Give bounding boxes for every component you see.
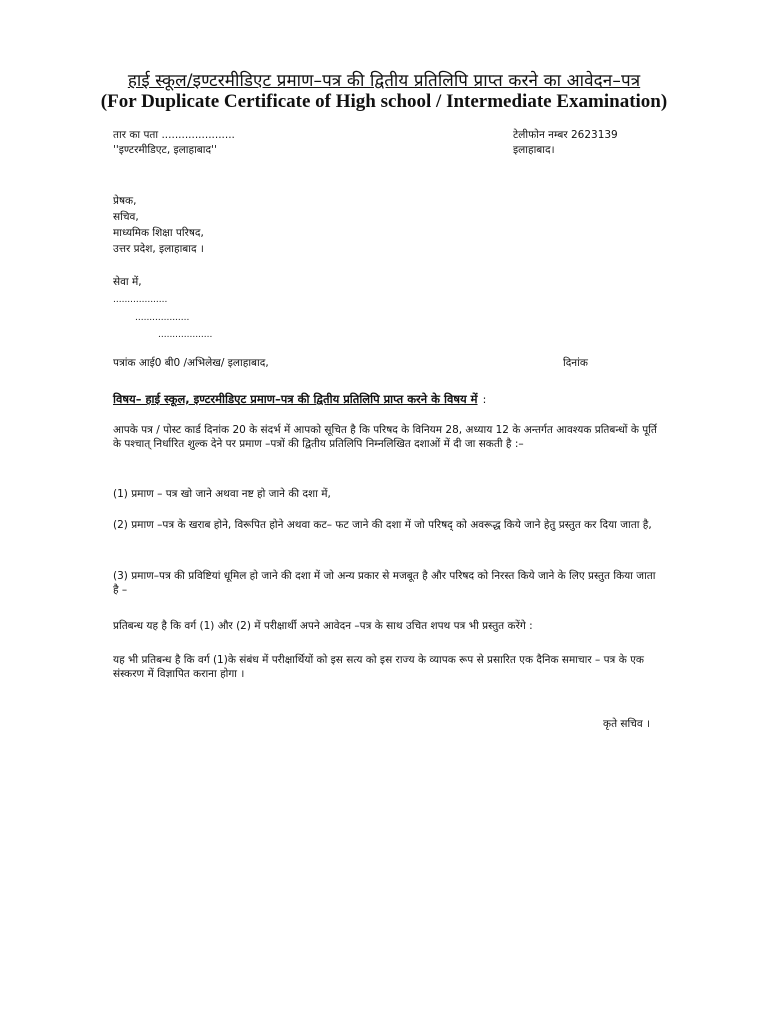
intro-paragraph: आपके पत्र / पोस्ट कार्ड दिनांक 20 के संदर्भ में आपको सूचित है कि परिषद के विनियम 28, अध्याय 12 के अन्तर्गत आवश्यक प्रतिबन्धों के पूर्ति के पश्चात् निर्धारित शुल्क देने पर प्रमाण –पत्रों की द्वितीय प्रतिलिपि निम्नलिखित दशाओं में दी जा सकती है :–: [113, 424, 657, 450]
office-city: इलाहाबाद।: [513, 144, 555, 156]
document-title-english: (For Duplicate Certificate of High school / Intermediate Examination): [100, 91, 668, 112]
date-label: दिनांक: [563, 357, 588, 369]
telephone-number: टेलीफोन नम्बर 2623139: [513, 129, 618, 141]
sender-label: प्रेषक,: [113, 195, 137, 207]
recipient-line-1: ...................: [113, 295, 168, 305]
telegram-address-label: तार का पता ......................: [113, 129, 235, 141]
condition-point-2: (2) प्रमाण –पत्र के खराब होने, विरूपित होने अथवा कट– फट जाने की दशा में जो परिषद् को अवरूद्ध किये जाने हेतु प्रस्तुत कर दिया जाता है,: [113, 519, 652, 531]
condition-point-3: (3) प्रमाण–पत्र की प्रविष्टियां धूमिल हो जाने की दशा में जो अन्य प्रकार से मजबूत है और परिषद को निरस्त किये जाने के लिए प्रस्तुत किया जाता है –: [113, 570, 656, 596]
subject-colon: :: [482, 393, 487, 406]
signature-text: कृते सचिव ।: [603, 718, 651, 730]
condition-point-1: (1) प्रमाण – पत्र खो जाने अथवा नष्ट हो जाने की दशा में,: [113, 488, 331, 500]
sender-line-2: माध्यमिक शिक्षा परिषद,: [113, 227, 204, 239]
subject-text: विषय– हाई स्कूल, इण्टरमीडिएट प्रमाण–पत्र की द्वितीय प्रतिलिपि प्राप्त करने के विषय में: [113, 392, 478, 406]
sender-line-1: सचिव,: [113, 211, 139, 223]
document-title-hindi: हाई स्कूल/इण्टरमीडिएट प्रमाण–पत्र की द्वितीय प्रतिलिपि प्राप्त करने का आवेदन–पत्र: [127, 71, 641, 91]
proviso-paragraph-2: यह भी प्रतिबन्ध है कि वर्ग (1)के संबंध में परीक्षार्थियों को इस सत्य को इस राज्य के व्यापक रूप से प्रसारित एक दैनिक समाचार – पत्र के एक संस्करण में विज्ञापित कराना होगा ।: [113, 654, 644, 680]
sender-line-3: उत्तर प्रदेश, इलाहाबाद ।: [113, 243, 204, 255]
recipient-line-2: ...................: [135, 313, 190, 323]
recipient-line-3: ...................: [158, 330, 213, 340]
proviso-paragraph-1: प्रतिबन्ध यह है कि वर्ग (1) और (2) में परीक्षार्थी अपने आवेदन –पत्र के साथ उचित शपथ पत्र भी प्रस्तुत करेंगे :: [113, 620, 533, 632]
recipient-label: सेवा में,: [113, 276, 142, 288]
subject-line: [113, 388, 486, 407]
telegram-address-value: ''इण्टरमीडिएट, इलाहाबाद'': [113, 144, 217, 156]
letter-reference-number: पत्रांक आई0 बी0 /अभिलेख/ इलाहाबाद,: [113, 357, 269, 369]
